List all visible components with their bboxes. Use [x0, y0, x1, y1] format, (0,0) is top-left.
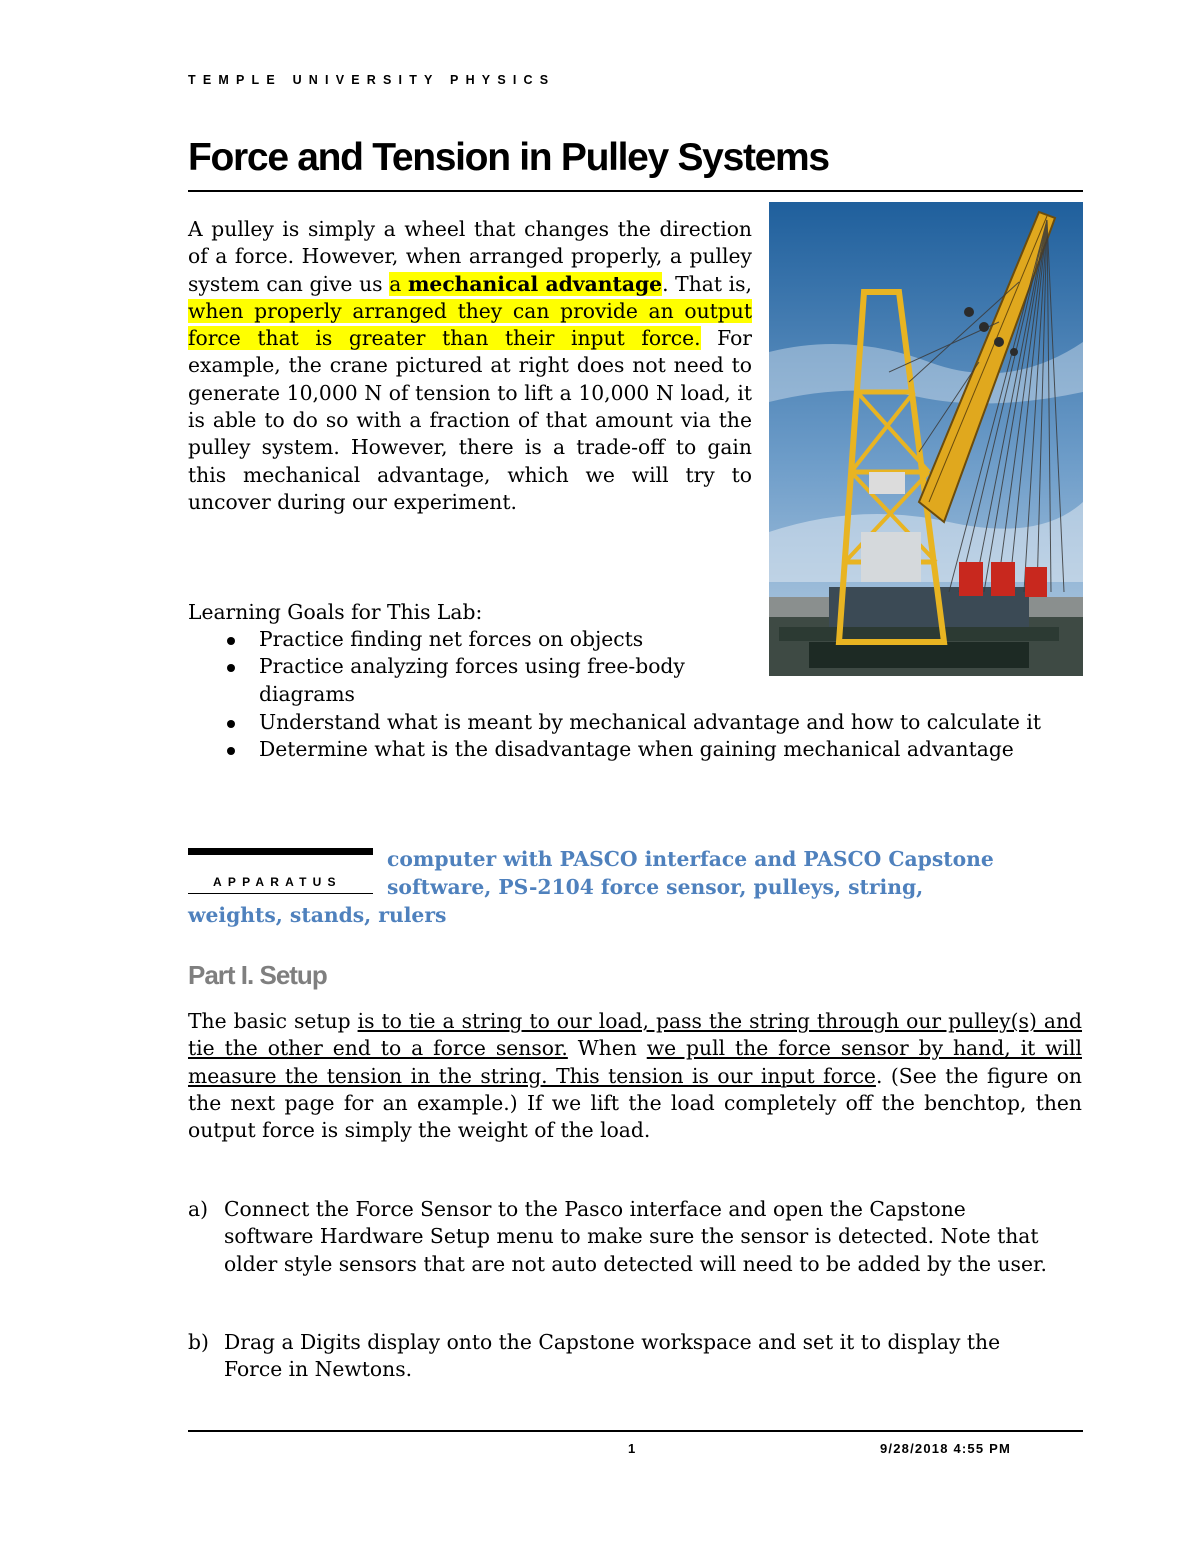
step-text: Connect the Force Sensor to the Pasco interface and open the Capstone software Hardware Setup menu to make sure the sensor is detected. Note that older style sensors that are not auto detected will need to be added by the user.	[224, 1197, 1047, 1276]
step-text: Drag a Digits display onto the Capstone workspace and set it to display the Force in Newtons.	[224, 1330, 1001, 1382]
apparatus-bar	[188, 848, 373, 855]
setup-underline-2: we pull the force sensor by hand, it will measure the tension in the string. This tension is our input force	[188, 1036, 1082, 1088]
step-letter: a)	[188, 1197, 209, 1221]
step-b	[188, 1329, 1058, 1384]
intro-highlight-1: a	[389, 271, 408, 296]
learning-goal-text: Understand what is meant by mechanical advantage and how to calculate it	[259, 710, 1041, 734]
learning-goal-item	[259, 626, 699, 653]
step-a	[188, 1196, 1058, 1278]
intro-text-2: . That is,	[662, 271, 752, 296]
intro-highlight-2: when properly arranged they can provide an output force that is greater than their input force.	[188, 298, 752, 351]
step-letter: b)	[188, 1330, 209, 1354]
apparatus-text-line-3: weights, stands, rulers	[188, 903, 447, 927]
intro-text-3: For example, the crane pictured at right does not need to generate 10,000 N of tension to lift a 10,000 N load, it is able to do so with a fraction of that amount via the pulley system. However, there is a trade-off to gain this mechanical advantage, which we will try to uncover during our experiment.	[188, 326, 752, 514]
learning-goal-item	[259, 653, 699, 708]
bullet-icon	[227, 637, 235, 645]
setup-text-3: . (See the figure on the next page for an example.) If we lift the load completely off the benchtop, then output force is simply the weight of the load.	[188, 1063, 1082, 1143]
crane-photo	[769, 202, 1083, 676]
title-divider	[188, 190, 1083, 192]
apparatus-text-line-2: software, PS-2104 force sensor, pulleys, string,	[387, 875, 924, 899]
learning-goals-heading: Learning Goals for This Lab:	[188, 600, 483, 624]
mechanical-advantage-term: mechanical advantage	[407, 271, 663, 296]
footer-divider	[188, 1430, 1083, 1432]
page-number: 1	[628, 1441, 636, 1456]
learning-goals-list-continued	[259, 709, 1059, 764]
bullet-icon	[227, 664, 235, 672]
learning-goal-text: Practice analyzing forces using free-body diagrams	[259, 654, 685, 706]
part-1-heading: Part I. Setup	[188, 960, 327, 990]
learning-goal-text: Practice finding net forces on objects	[259, 627, 644, 651]
learning-goals-list	[259, 626, 699, 708]
footer-date: 9/28/2018 4:55 PM	[880, 1441, 1011, 1456]
setup-text-1: The basic setup	[188, 1009, 358, 1033]
apparatus-text-line-1: computer with PASCO interface and PASCO Capstone	[387, 847, 994, 871]
setup-text-2: When	[567, 1036, 647, 1061]
setup-underline-1: is to tie a string to our load, pass the string through our pulley(s) and tie the other end to a force sensor.	[188, 1009, 1083, 1061]
bullet-icon	[227, 720, 235, 728]
setup-paragraph	[188, 1008, 1082, 1144]
bullet-icon	[227, 747, 235, 755]
page-title: Force and Tension in Pulley Systems	[188, 136, 829, 179]
running-header: TEMPLE UNIVERSITY PHYSICS	[188, 73, 556, 87]
intro-text-1: A pulley is simply a wheel that changes the direction of a force. However, when arranged properly, a pulley system can give us	[188, 217, 752, 296]
apparatus-underline	[188, 893, 373, 894]
learning-goal-text: Determine what is the disadvantage when gaining mechanical advantage	[259, 737, 1014, 762]
apparatus-label: APPARATUS	[213, 875, 342, 889]
learning-goal-item	[259, 736, 1059, 763]
learning-goal-item	[259, 709, 1059, 736]
intro-paragraph	[188, 216, 752, 516]
